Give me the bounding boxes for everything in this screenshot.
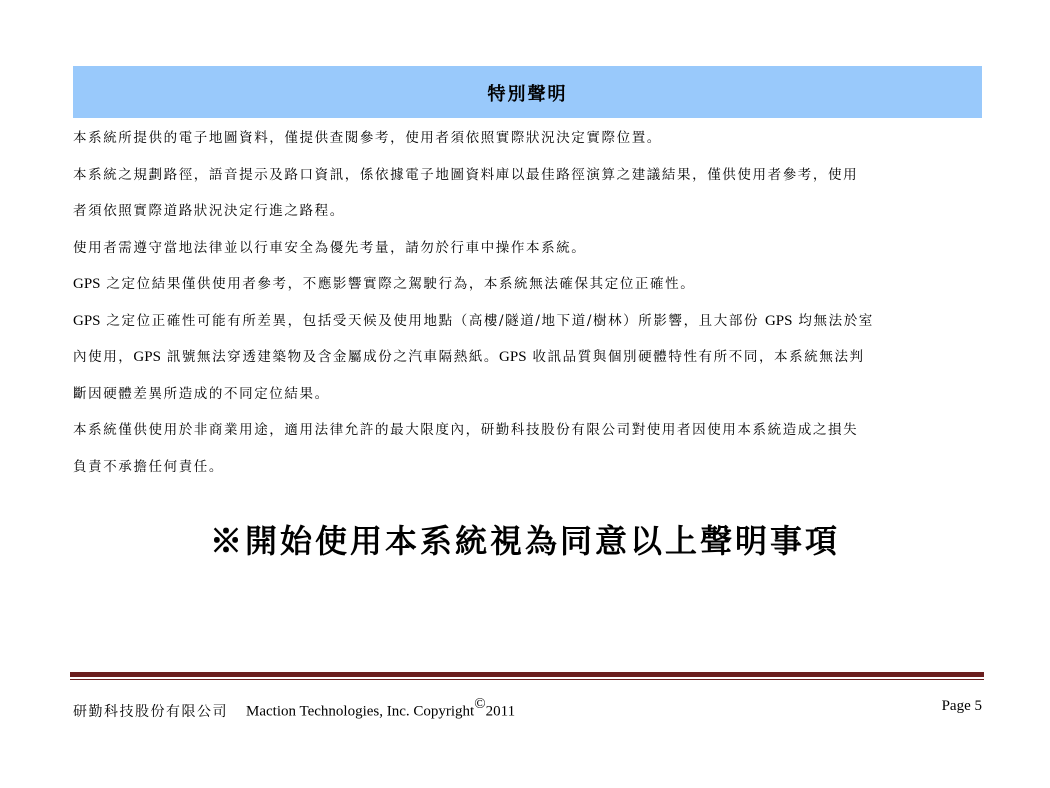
gps-term: GPS — [133, 349, 161, 365]
paragraph-text: 訊號無法穿透建築物及含金屬成份之汽車隔熱紙。 — [160, 349, 500, 365]
agreement-statement: ※開始使用本系統視為同意以上聲明事項 — [209, 522, 840, 560]
paragraph-text: 收訊品質與個別硬體特性有所不同，本系統無法判 — [526, 349, 865, 365]
paragraph-text: 斷因硬體差異所造成的不同定位結果。 — [73, 385, 330, 402]
paragraph-text: 者須依照實際道路狀況決定行進之路程。 — [73, 203, 345, 219]
company-name: 研勤科技股份有限公司 — [73, 703, 228, 720]
disclaimer-content — [73, 120, 982, 485]
paragraph-text: 之定位正確性可能有所差異，包括受天候及使用地點（高樓/隧道/地下道/樹林）所影響，且大部份 — [100, 312, 765, 329]
footer-divider-thin — [70, 679, 984, 680]
paragraph-gps-accuracy — [73, 303, 982, 413]
header-bar — [73, 66, 982, 118]
paragraph-text: 本系統僅供使用於非商業用途，適用法律允許的最大限度內，研勤科技股份有限公司對使用者因使用本系統造成之損失 — [73, 422, 859, 438]
paragraph-text: 負責不承擔任何責任。 — [73, 458, 224, 475]
paragraph-gps-reference — [73, 266, 982, 303]
paragraph-text: 之定位結果僅供使用者參考，不應影響實際之駕駛行為，本系統無法確保其定位正確性。 — [100, 276, 696, 292]
gps-term: GPS — [73, 312, 101, 329]
paragraph-route-planning — [73, 157, 982, 230]
copyright-symbol: © — [474, 696, 486, 712]
paragraph-text: 使用者需遵守當地法律並以行車安全為優先考量，請勿於行車中操作本系統。 — [73, 239, 587, 256]
paragraph-text: 本系統之規劃路徑，語音提示及路口資訊，係依據電子地圖資料庫以最佳路徑演算之建議結果，僅供使用者參考，使用 — [73, 166, 859, 183]
page-number: Page 5 — [941, 698, 982, 714]
footer-divider-thick — [70, 672, 984, 677]
footer-copyright — [73, 698, 515, 721]
page-title: 特別聲明 — [487, 84, 568, 105]
copyright-text: Maction Technologies, Inc. Copyright — [246, 703, 475, 720]
paragraph-text: 內使用， — [73, 349, 134, 365]
paragraph-text: 本系統所提供的電子地圖資料，僅提供查閱參考，使用者須依照實際狀況決定實際位置。 — [73, 130, 662, 146]
paragraph-traffic-law — [73, 230, 982, 267]
copyright-year: 2011 — [485, 703, 516, 720]
gps-term: GPS — [764, 312, 793, 329]
paragraph-text: 均無法於室 — [792, 312, 874, 329]
gps-term: GPS — [499, 349, 527, 365]
gps-term: GPS — [73, 276, 101, 292]
paragraph-liability — [73, 412, 982, 485]
paragraph-map-data — [73, 120, 982, 157]
